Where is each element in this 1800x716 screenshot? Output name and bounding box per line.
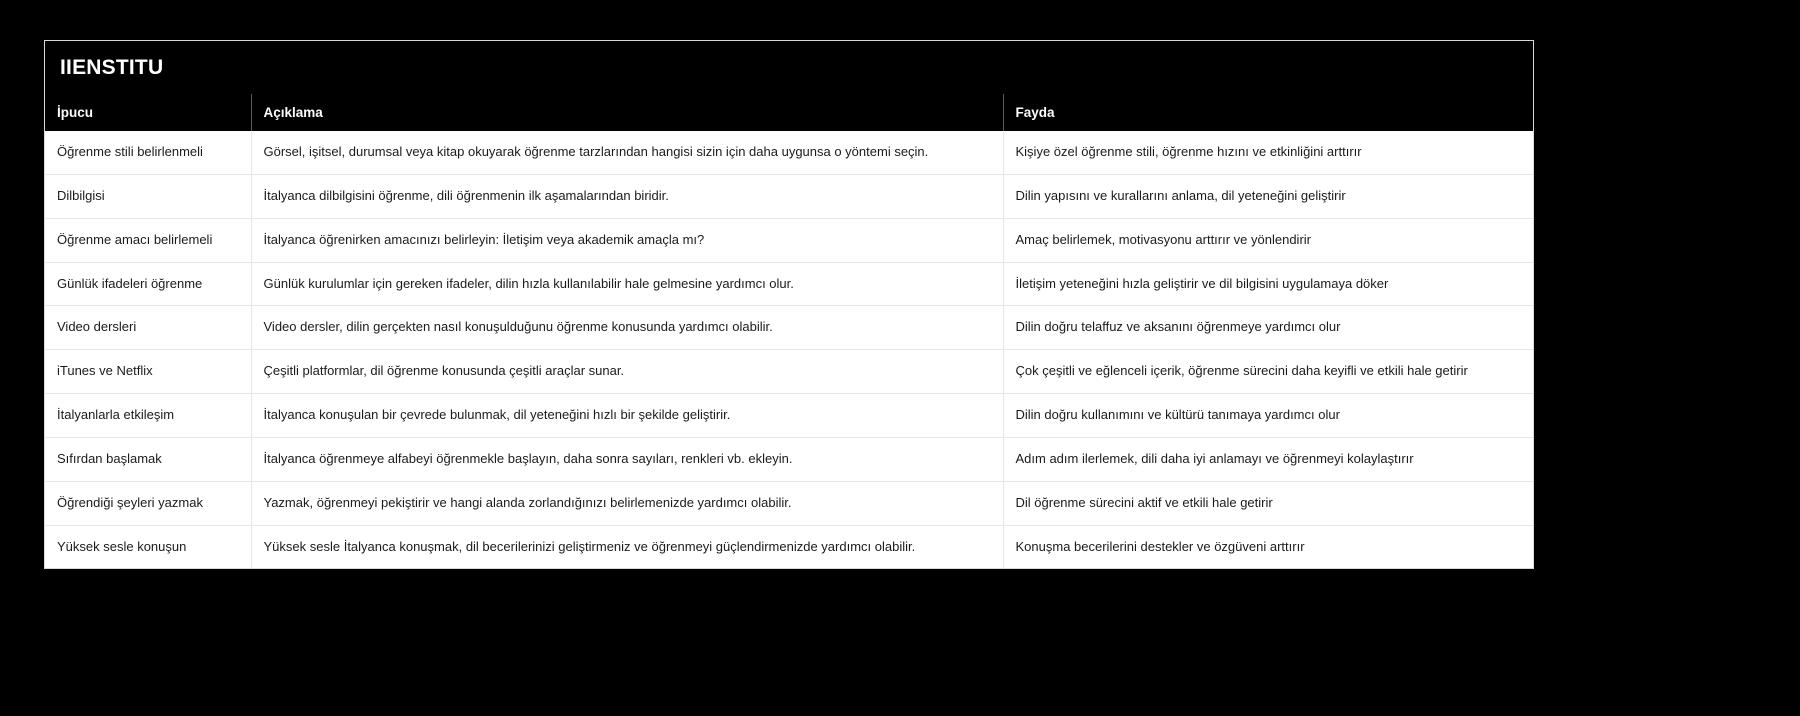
brand-bar [45,41,1533,94]
table-row [45,437,1533,481]
cell-description: Çeşitli platformlar, dil öğrenme konusunda çeşitli araçlar sunar. [251,350,1003,394]
table-row [45,131,1533,174]
table-row [45,306,1533,350]
cell-tip: Sıfırdan başlamak [45,437,251,481]
cell-benefit: Dil öğrenme sürecini aktif ve etkili hale getirir [1003,481,1533,525]
column-header-benefit: Fayda [1003,94,1533,131]
cell-benefit: Amaç belirlemek, motivasyonu arttırır ve yönlendirir [1003,218,1533,262]
cell-description: İtalyanca konuşulan bir çevrede bulunmak, dil yeteneğini hızlı bir şekilde geliştirir. [251,394,1003,438]
cell-benefit: Dilin doğru telaffuz ve aksanını öğrenmeye yardımcı olur [1003,306,1533,350]
cell-benefit: Dilin doğru kullanımını ve kültürü tanımaya yardımcı olur [1003,394,1533,438]
table-row [45,174,1533,218]
cell-tip: Öğrendiği şeyleri yazmak [45,481,251,525]
table-row [45,218,1533,262]
cell-benefit: İletişim yeteneğini hızla geliştirir ve dil bilgisini uygulamaya döker [1003,262,1533,306]
cell-description: İtalyanca dilbilgisini öğrenme, dili öğrenmenin ilk aşamalarından biridir. [251,174,1003,218]
cell-tip: iTunes ve Netflix [45,350,251,394]
table-header [45,94,1533,131]
cell-benefit: Adım adım ilerlemek, dili daha iyi anlamayı ve öğrenmeyi kolaylaştırır [1003,437,1533,481]
table-row [45,525,1533,568]
cell-description: Görsel, işitsel, durumsal veya kitap okuyarak öğrenme tarzlarından hangisi sizin için daha uygunsa o yöntemi seçin. [251,131,1003,174]
cell-description: Günlük kurulumlar için gereken ifadeler, dilin hızla kullanılabilir hale gelmesine yardımcı olur. [251,262,1003,306]
cell-description: Video dersler, dilin gerçekten nasıl konuşulduğunu öğrenme konusunda yardımcı olabilir. [251,306,1003,350]
tips-card [44,40,1534,569]
table-body [45,131,1533,568]
cell-tip: Öğrenme stili belirlenmeli [45,131,251,174]
cell-benefit: Dilin yapısını ve kurallarını anlama, dil yeteneğini geliştirir [1003,174,1533,218]
cell-tip: Öğrenme amacı belirlemeli [45,218,251,262]
table-header-row [45,94,1533,131]
cell-tip: Video dersleri [45,306,251,350]
cell-benefit: Konuşma becerilerini destekler ve özgüveni arttırır [1015,538,1305,554]
brand-title: IIENSTITU [60,55,164,79]
column-header-description: Açıklama [251,94,1003,131]
cell-tip: İtalyanlarla etkileşim [45,394,251,438]
table-row [45,481,1533,525]
cell-tip: Günlük ifadeleri öğrenme [45,262,251,306]
cell-description: Yüksek sesle İtalyanca konuşmak, dil becerilerinizi geliştirmeniz ve öğrenmeyi güçlendirmenizde yardımcı olabilir. [251,525,1003,568]
cell-description: Yazmak, öğrenmeyi pekiştirir ve hangi alanda zorlandığınızı belirlemenizde yardımcı olabilir. [251,481,1003,525]
tips-table [45,94,1533,568]
table-row [45,262,1533,306]
cell-benefit: Kişiye özel öğrenme stili, öğrenme hızını ve etkinliğini arttırır [1003,131,1533,174]
column-header-tip: İpucu [45,94,251,131]
table-row [45,350,1533,394]
cell-benefit: Çok çeşitli ve eğlenceli içerik, öğrenme sürecini daha keyifli ve etkili hale getirir [1003,350,1533,394]
cell-tip: Yüksek sesle konuşun [45,525,251,568]
cell-description: İtalyanca öğrenirken amacınızı belirleyin: İletişim veya akademik amaçla mı? [251,218,1003,262]
table-row [45,394,1533,438]
cell-description: İtalyanca öğrenmeye alfabeyi öğrenmekle başlayın, daha sonra sayıları, renkleri vb. ekleyin. [251,437,1003,481]
cell-tip: Dilbilgisi [45,174,251,218]
